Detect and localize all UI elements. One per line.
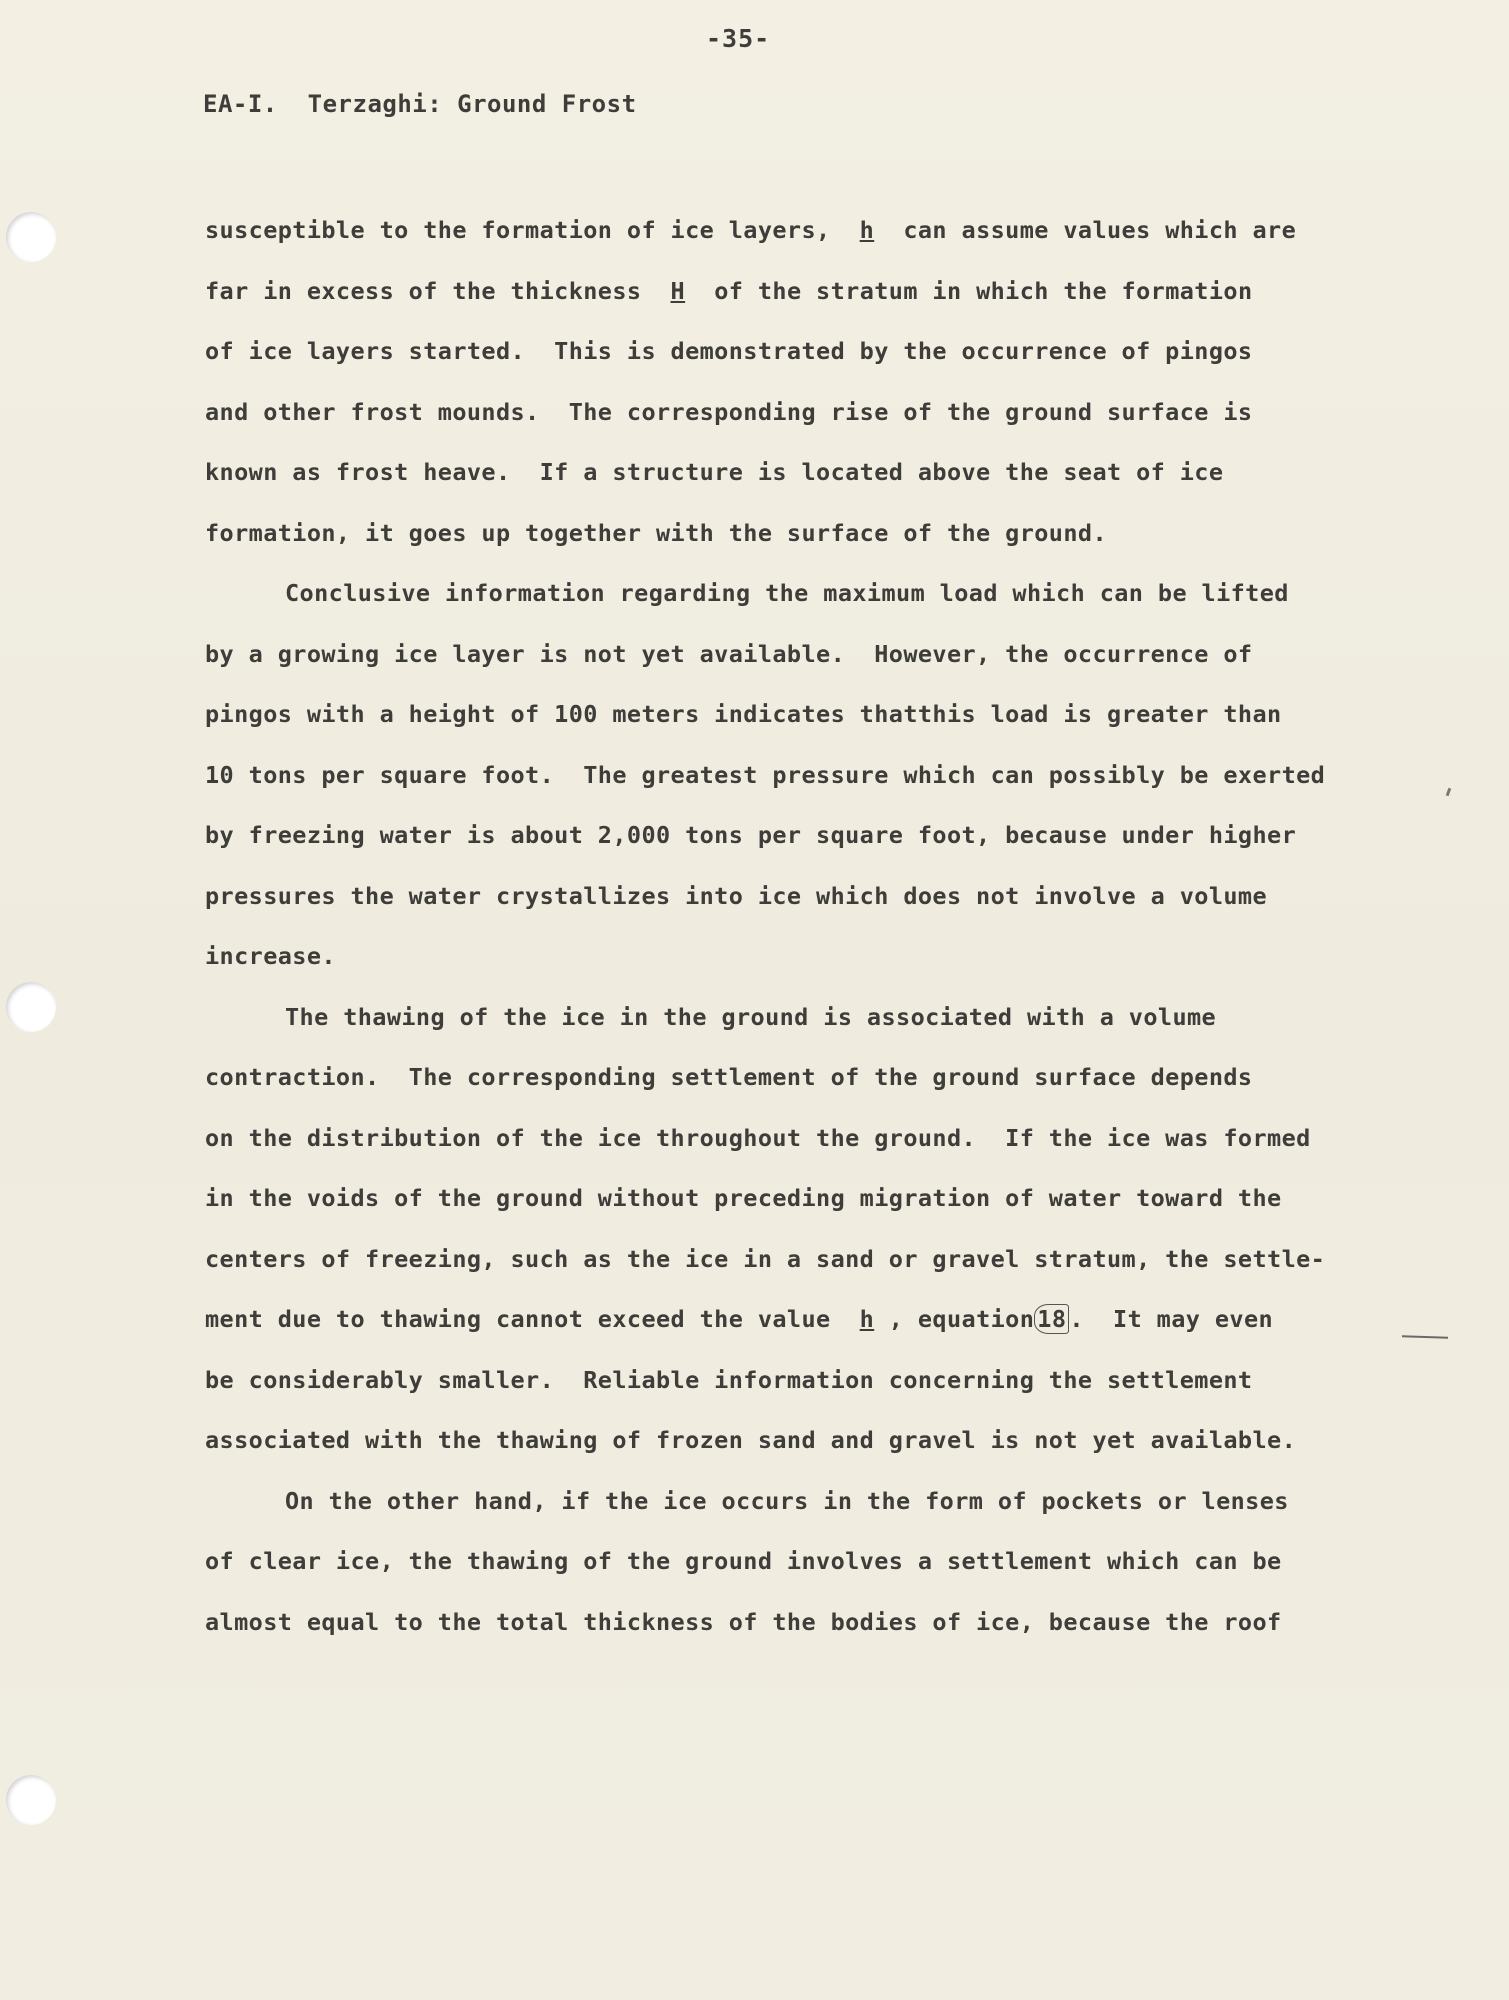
variable-h: h — [859, 216, 875, 244]
text-line: contraction. The corresponding settlement of the ground surface depends — [205, 1063, 1253, 1091]
punch-hole-top — [6, 212, 56, 262]
variable-H: H — [670, 276, 686, 305]
text-fragment: , equation — [874, 1305, 1035, 1333]
running-head: EA-I. Terzaghi: Ground Frost — [203, 90, 637, 118]
text-fragment: susceptible to the formation of ice layers, — [205, 216, 860, 244]
paragraph-start-line: The thawing of the ice in the ground is associated with a volume — [285, 1002, 1217, 1031]
text-fragment: far in excess of the thickness — [205, 276, 671, 305]
text-fragment: of the stratum in which the formation — [685, 276, 1253, 305]
text-fragment: can assume values which are — [874, 216, 1297, 244]
text-line: associated with the thawing of frozen sand and gravel is not yet available. — [205, 1426, 1297, 1454]
text-line: 10 tons per square foot. The greatest pressure which can possibly be exerted — [205, 760, 1326, 789]
text-fragment: ment due to thawing cannot exceed the value — [205, 1305, 860, 1333]
text-line — [205, 1289, 1405, 1350]
body-text — [205, 200, 1405, 1652]
equation-reference: 18 — [1034, 1304, 1069, 1334]
text-line — [205, 261, 1405, 322]
page-number: -35- — [706, 24, 771, 53]
punch-hole-bottom — [6, 1775, 56, 1825]
text-line: be considerably smaller. Reliable information concerning the settlement — [205, 1365, 1253, 1394]
text-line: formation, it goes up together with the surface of the ground. — [205, 518, 1107, 547]
text-line: pingos with a height of 100 meters indicates thatthis load is greater than — [205, 700, 1282, 728]
margin-pencil-mark — [1402, 1335, 1448, 1339]
text-line: by a growing ice layer is not yet available. However, the occurrence of — [205, 639, 1253, 668]
text-line: centers of freezing, such as the ice in a sand or gravel stratum, the settle- — [205, 1244, 1326, 1273]
text-line: on the distribution of the ice throughout the ground. If the ice was formed — [205, 1123, 1311, 1152]
text-line: in the voids of the ground without preceding migration of water toward the — [205, 1184, 1282, 1212]
text-line: of ice layers started. This is demonstrated by the occurrence of pingos — [205, 337, 1253, 365]
text-line: and other frost mounds. The corresponding rise of the ground surface is — [205, 397, 1253, 426]
text-line — [205, 200, 1405, 261]
punch-hole-middle — [6, 982, 56, 1032]
text-line: of clear ice, the thawing of the ground involves a settlement which can be — [205, 1547, 1282, 1575]
paragraph-start-line: On the other hand, if the ice occurs in the form of pockets or lenses — [285, 1486, 1289, 1515]
text-fragment: . It may even — [1069, 1305, 1274, 1333]
text-line: almost equal to the total thickness of the bodies of ice, because the roof — [205, 1607, 1282, 1636]
margin-ink-mark — [1446, 788, 1452, 797]
text-line: increase. — [205, 942, 336, 970]
paragraph-start-line: Conclusive information regarding the maximum load which can be lifted — [285, 579, 1289, 607]
variable-h: h — [859, 1305, 875, 1333]
text-line: known as frost heave. If a structure is located above the seat of ice — [205, 458, 1224, 486]
text-line: by freezing water is about 2,000 tons per square foot, because under higher — [205, 821, 1297, 849]
text-line: pressures the water crystallizes into ice which does not involve a volume — [205, 881, 1268, 910]
